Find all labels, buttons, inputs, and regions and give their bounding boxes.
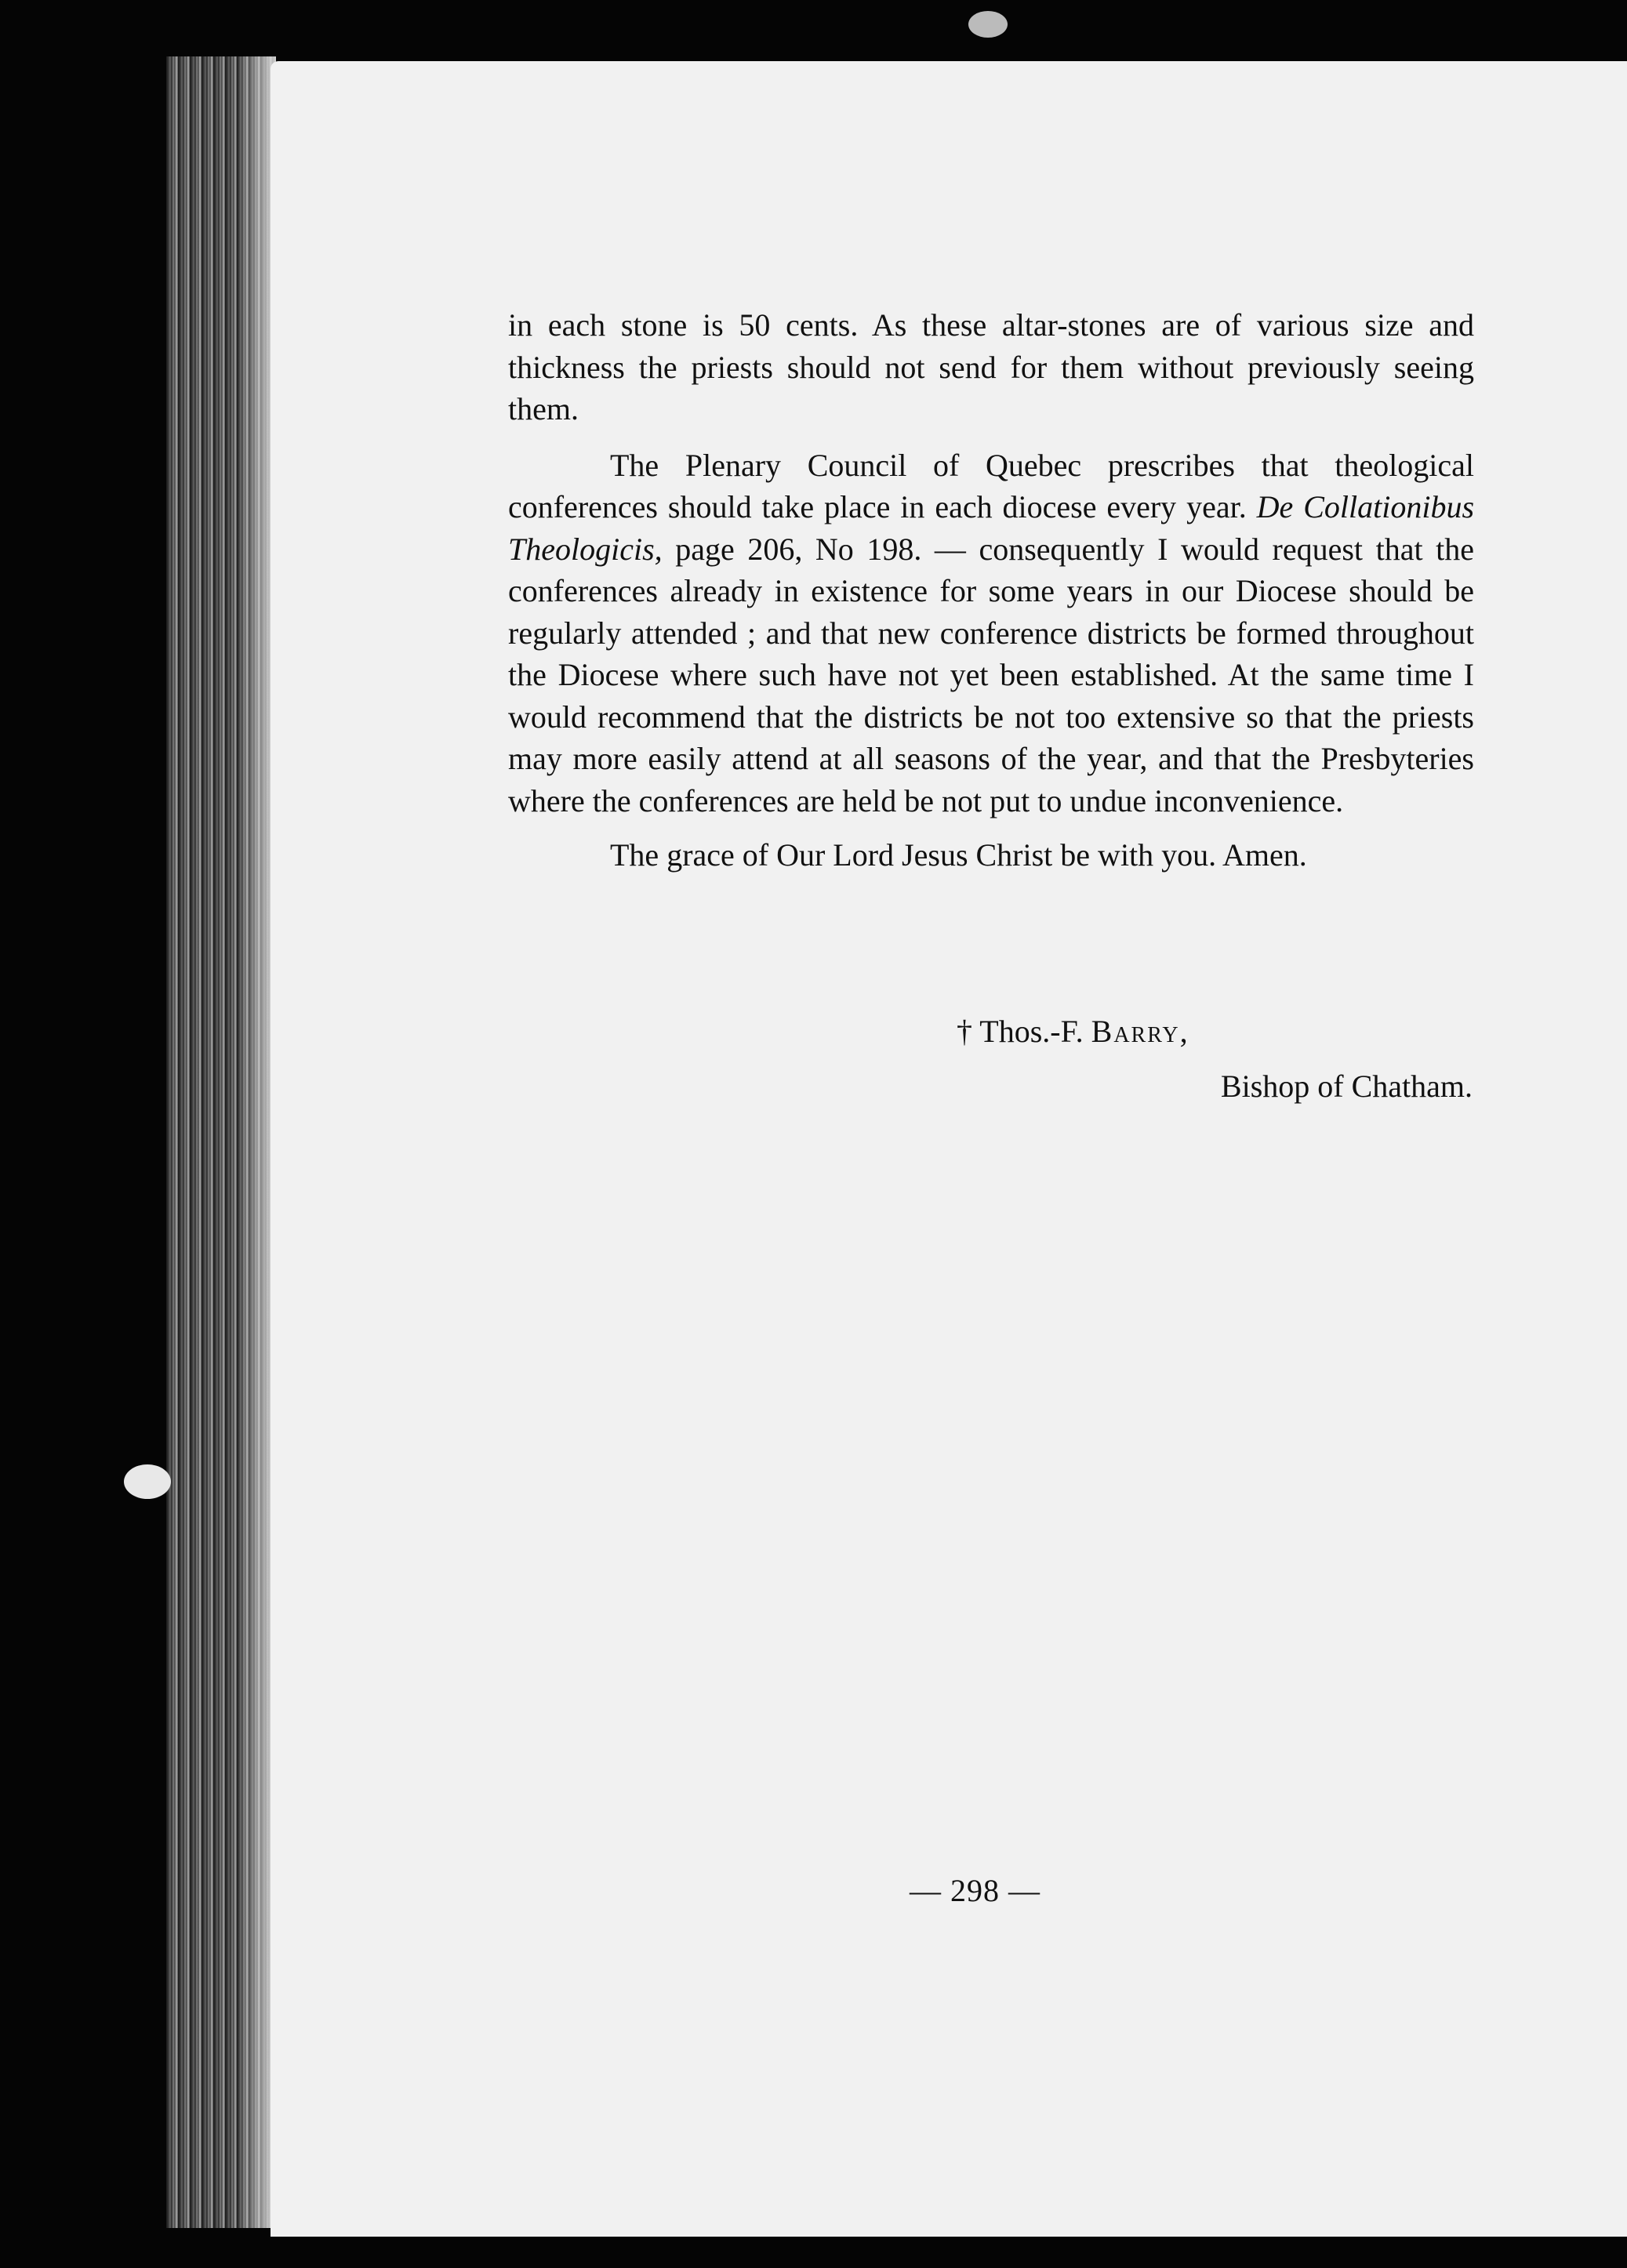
signature-surname: Barry, xyxy=(1091,1014,1189,1049)
signature-title: Bishop of Chatham. xyxy=(1220,1069,1473,1104)
paragraph-3: The grace of Our Lord Jesus Christ be with you. Amen. xyxy=(610,837,1307,873)
book-page-edges xyxy=(166,56,276,2228)
paper-speck xyxy=(124,1464,171,1499)
paragraph-2-citation: De Collationibus Theologicis, xyxy=(508,489,1475,567)
paragraph-2-continuation: page 206, No 198. — consequently I would request that the conferences already in existence for some years in our Diocese should be regularly attended ; and that new conference districts be formed throughout the Diocese where such have not yet been established. At the same time I would recommend that the districts be not too extensive so that the priests may more easily attend at all seasons of the year, and that the Presbyteries where the conferences are held be not put to undue inconvenience. xyxy=(508,531,1475,818)
paragraph-2 xyxy=(508,445,1474,822)
paragraph-1: in each stone is 50 cents. As these altar-stones are of various size and thickness the priests should not send for them without previously seeing them. xyxy=(508,307,1474,426)
page-number: — 298 — xyxy=(910,1873,1040,1908)
cross-symbol: † xyxy=(957,1014,972,1049)
signature-name-prefix: Thos.-F. xyxy=(979,1014,1084,1049)
paper-speck xyxy=(968,11,1008,38)
body-text xyxy=(508,304,1474,876)
paragraph-2-text: The Plenary Council of Quebec prescribes that theological conferences should take place in each diocese every year. xyxy=(508,447,1474,524)
signature xyxy=(957,1013,1189,1050)
